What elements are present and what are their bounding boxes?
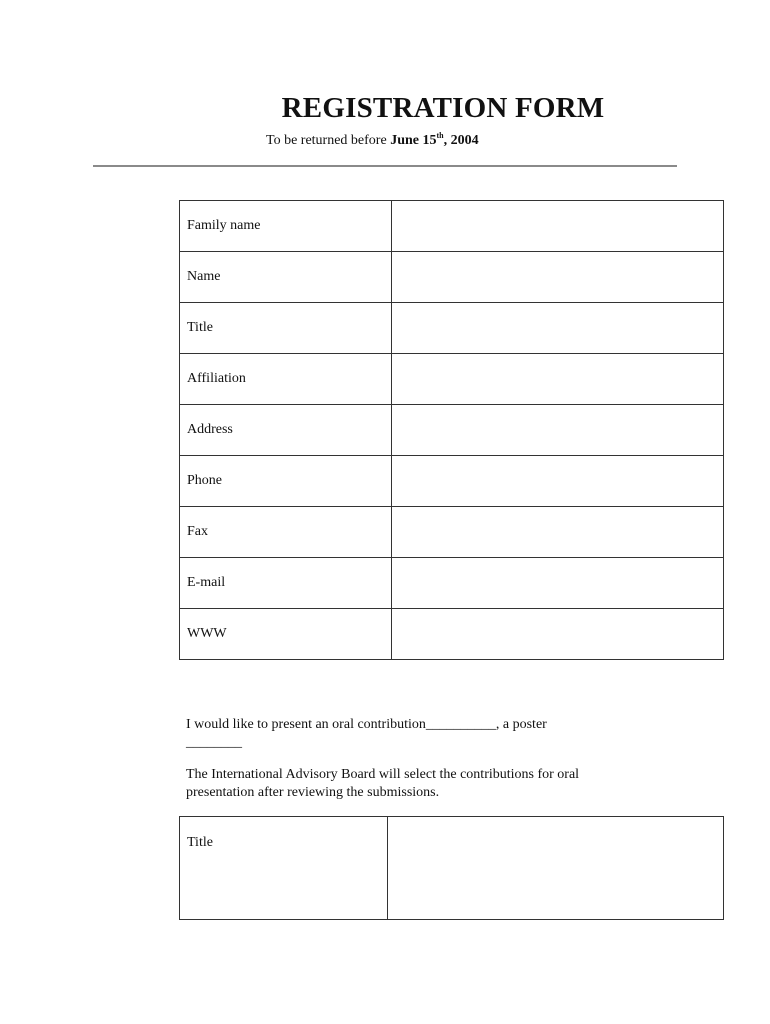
advisory-board-note: The International Advisory Board will select the contributions for oral presentation after reviewing the submissions. <box>186 767 580 800</box>
table-row <box>180 456 724 507</box>
field-fax[interactable] <box>392 507 724 558</box>
contribution-title-field[interactable] <box>388 817 724 920</box>
table-row <box>180 201 724 252</box>
table-row <box>180 252 724 303</box>
field-www[interactable] <box>392 609 724 660</box>
table-row <box>180 303 724 354</box>
field-label-www: WWW <box>180 609 392 660</box>
field-name[interactable] <box>392 252 724 303</box>
deadline-date: June 15th, 2004 <box>390 131 479 148</box>
deadline-prefix: To be returned before <box>266 133 391 148</box>
field-address[interactable] <box>392 405 724 456</box>
contribution-title-label: Title <box>180 817 388 920</box>
field-label-name: Name <box>180 252 392 303</box>
table-row <box>180 354 724 405</box>
table-row <box>180 609 724 660</box>
field-label-title: Title <box>180 303 392 354</box>
field-affiliation[interactable] <box>392 354 724 405</box>
field-family-name[interactable] <box>392 201 724 252</box>
table-row <box>180 507 724 558</box>
field-label-fax: Fax <box>180 507 392 558</box>
header-divider <box>93 165 677 167</box>
contribution-title-table <box>179 816 724 920</box>
return-deadline <box>266 133 479 149</box>
field-label-affiliation: Affiliation <box>180 354 392 405</box>
contribution-type-statement: I would like to present an oral contribution__________, a poster ________ <box>186 717 547 750</box>
field-label-email: E-mail <box>180 558 392 609</box>
field-label-phone: Phone <box>180 456 392 507</box>
table-row <box>180 405 724 456</box>
table-row <box>180 558 724 609</box>
table-row <box>180 817 724 920</box>
field-phone[interactable] <box>392 456 724 507</box>
field-label-address: Address <box>180 405 392 456</box>
page-title: REGISTRATION FORM <box>281 92 605 124</box>
registration-table <box>179 200 724 660</box>
field-title[interactable] <box>392 303 724 354</box>
field-label-family-name: Family name <box>180 201 392 252</box>
field-email[interactable] <box>392 558 724 609</box>
